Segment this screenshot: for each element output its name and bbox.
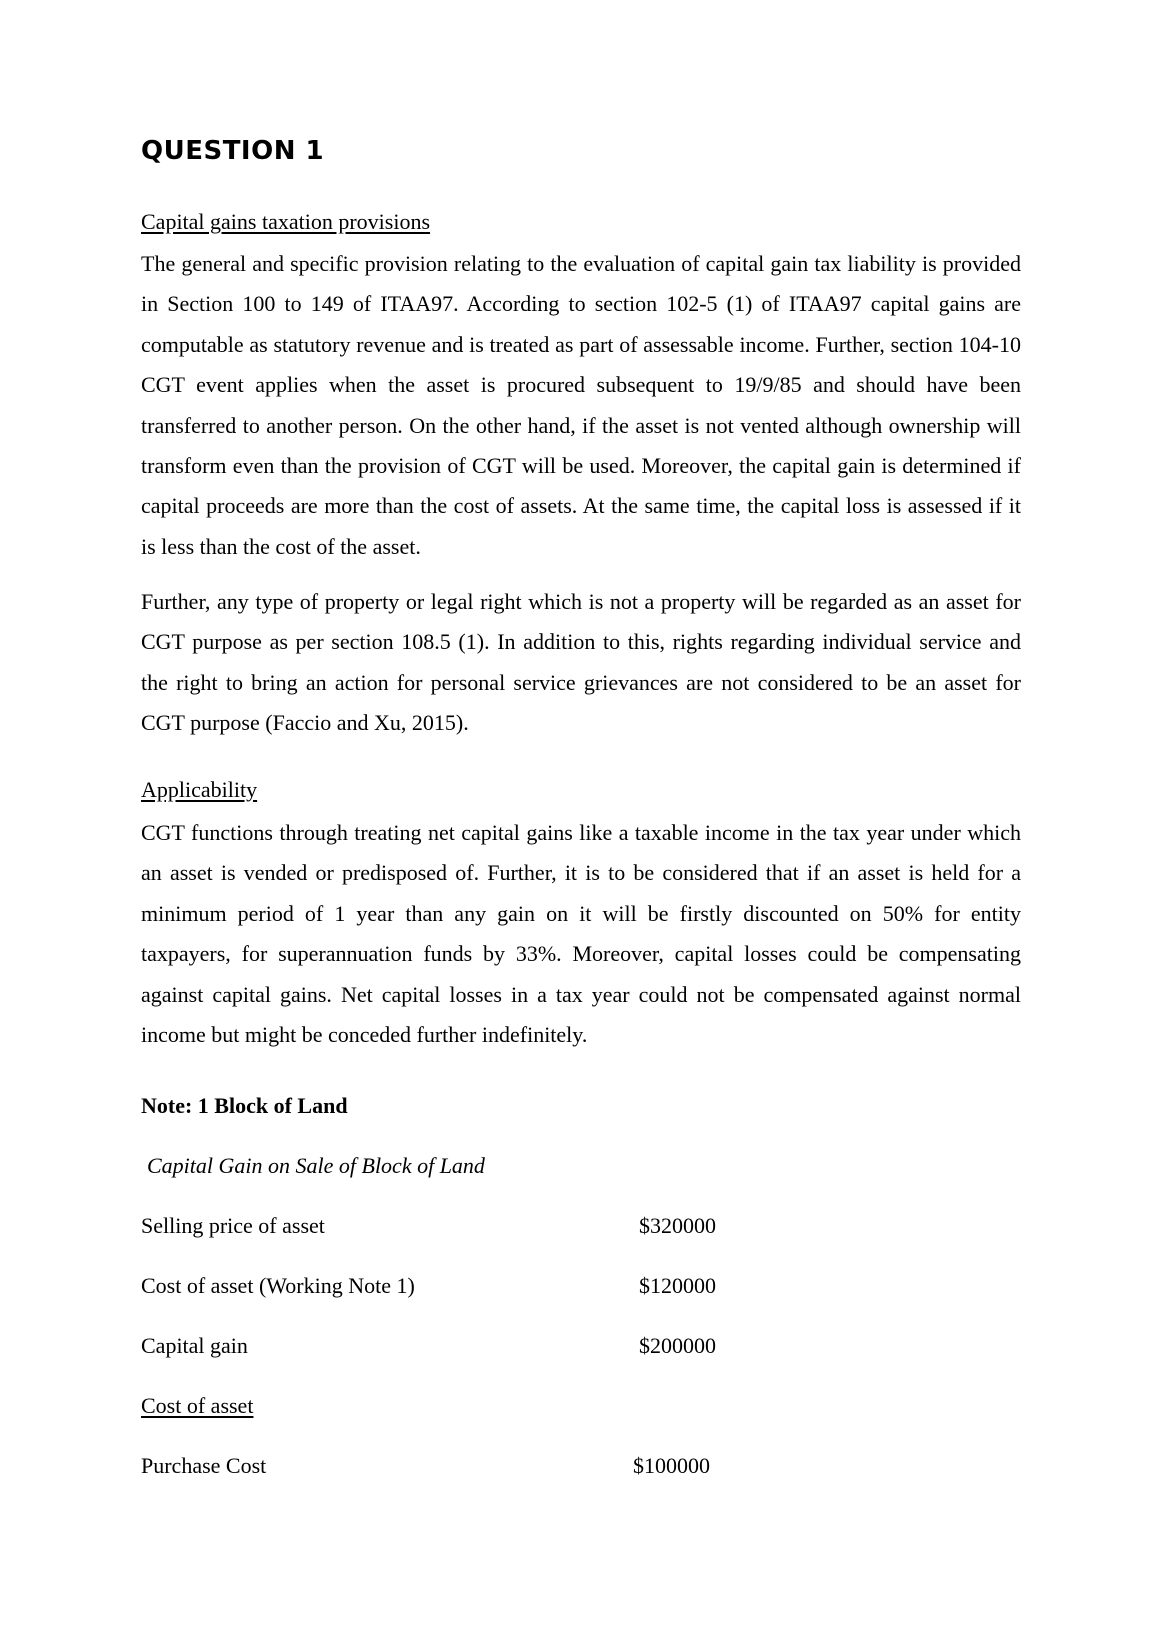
section-title-applicability: Applicability — [141, 777, 258, 802]
row-label-purchase-cost: Purchase Cost — [141, 1453, 267, 1478]
row-label-capital-gain: Capital gain — [141, 1333, 248, 1358]
row-value-capital-gain: $200000 — [639, 1333, 716, 1358]
row-value-purchase-cost: $100000 — [633, 1453, 710, 1478]
question-heading: QUESTION 1 — [141, 136, 325, 166]
paragraph-asset-definition: Further, any type of property or legal right which is not a property will be regarded as an asset for CGT purpose as per section 108.5 (1). In addition to this, rights regarding individual service and the right to bring an action for personal service grievances are not considered to be an asset for CGT purpose (Faccio and Xu, 2015). — [141, 589, 1021, 736]
calculation-title: Capital Gain on Sale of Block of Land — [147, 1153, 485, 1178]
row-value-selling-price: $320000 — [639, 1213, 716, 1238]
row-label-cost-of-asset: Cost of asset (Working Note 1) — [141, 1273, 415, 1298]
note-title: Note: 1 Block of Land — [141, 1093, 348, 1118]
row-label-selling-price: Selling price of asset — [141, 1213, 325, 1238]
section-title-cost-of-asset: Cost of asset — [141, 1393, 254, 1418]
paragraph-provisions: The general and specific provision relating to the evaluation of capital gain tax liability is provided in Section 100 to 149 of ITAA97. According to section 102-5 (1) of ITAA97 capital gains are computable as statutory revenue and is treated as part of assessable income. Further, section 104-10 CGT event applies when the asset is procured subsequent to 19/9/85 and should have been transferred to another person. On the other hand, if the asset is not vented although ownership will transform even than the provision of CGT will be used. Moreover, the capital gain is determined if capital proceeds are more than the cost of assets. At the same time, the capital loss is assessed if it is less than the cost of the asset. — [141, 251, 1021, 559]
section-title-capital-gains-provisions: Capital gains taxation provisions — [141, 209, 431, 234]
row-value-cost-of-asset: $120000 — [639, 1273, 716, 1298]
paragraph-applicability: CGT functions through treating net capital gains like a taxable income in the tax year under which an asset is vended or predisposed of. Further, it is to be considered that if an asset is held for a minimum period of 1 year than any gain on it will be firstly discounted on 50% for entity taxpayers, for superannuation funds by 33%. Moreover, capital losses could be compensating against capital gains. Net capital losses in a tax year could not be compensated against normal income but might be conceded further indefinitely. — [141, 820, 1021, 1048]
